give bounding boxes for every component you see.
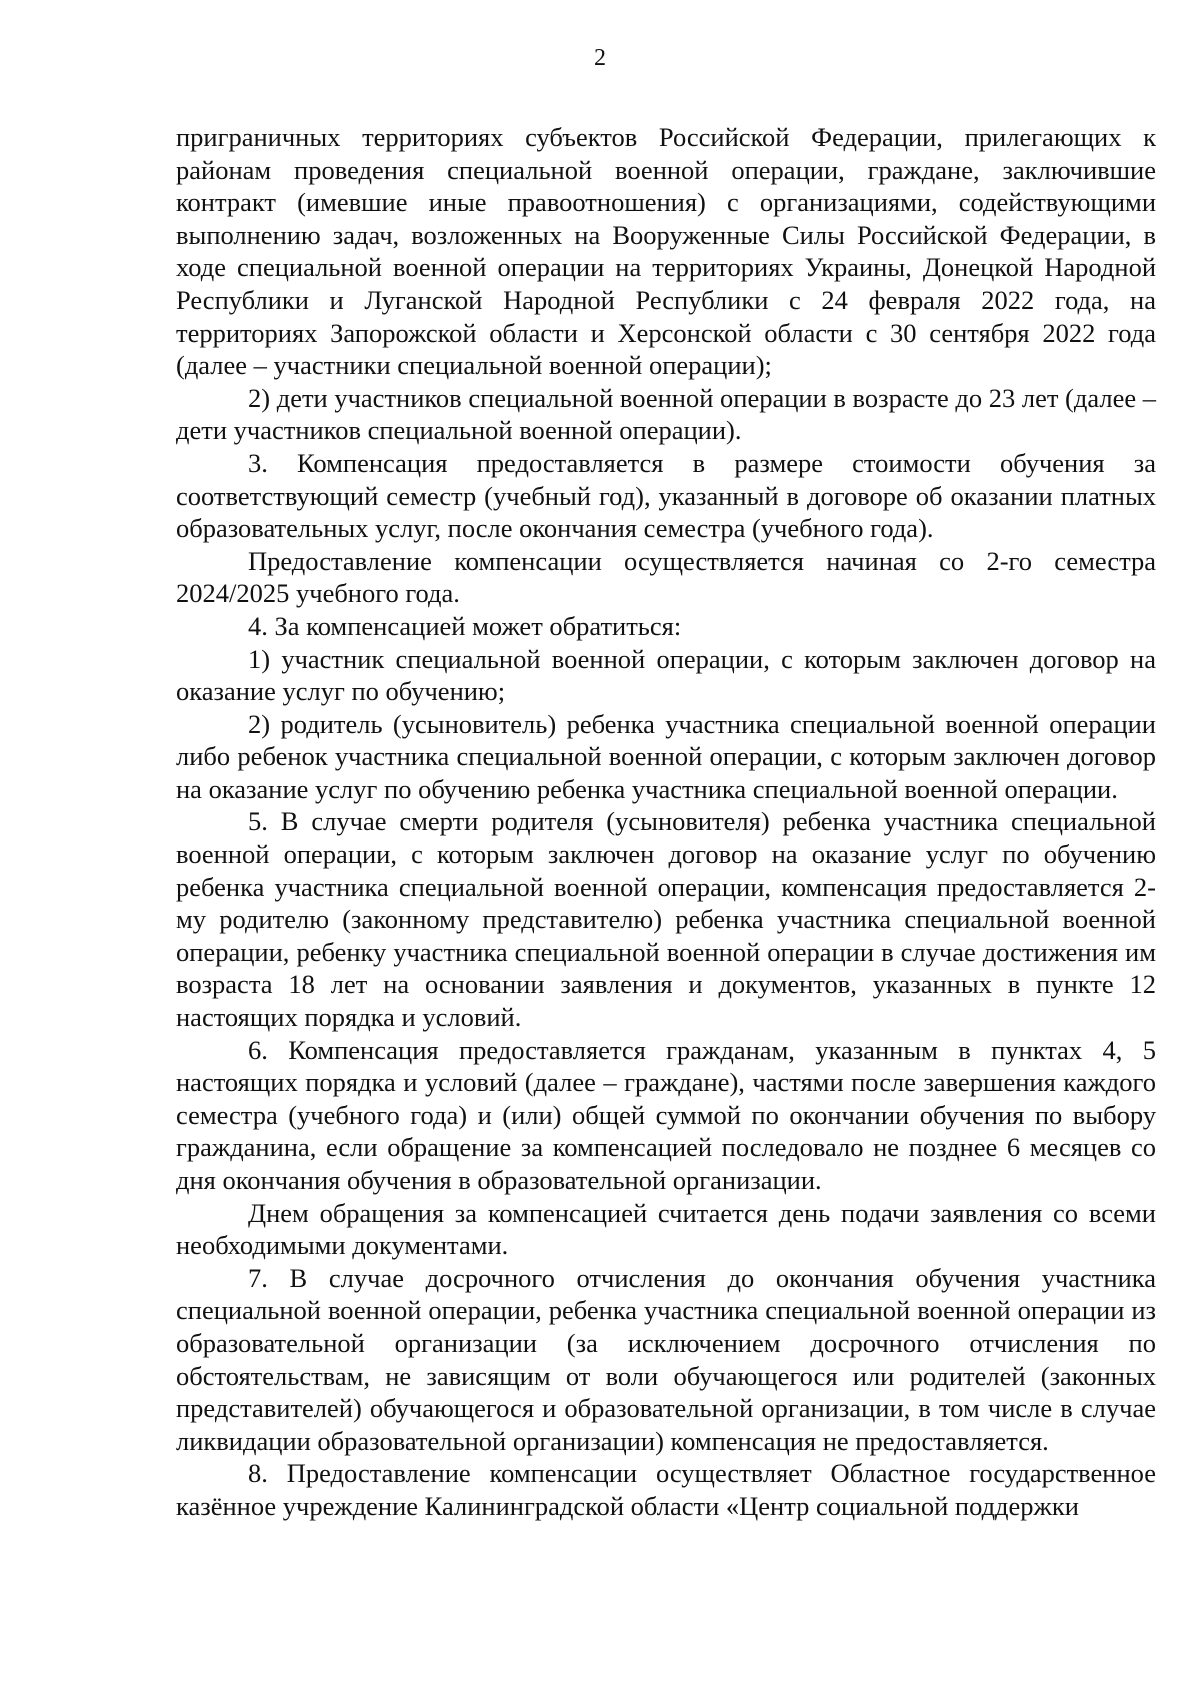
paragraph-clause-4-item-1: 1) участник специальной военной операции, с которым заключен договор на оказание услуг по обучению; bbox=[176, 643, 1156, 707]
paragraph-clause-3: 3. Компенсация предоставляется в размере стоимости обучения за соответствующий семестр (учебный год), указанный в договоре об оказании платных образовательных услуг, после окончания семестра (учебного года). bbox=[176, 447, 1156, 544]
paragraph-clause-4-item-2: 2) родитель (усыновитель) ребенка участника специальной военной операции либо ребенок участника специальной военной операции, с которым заключен договор на оказание услуг по обучению ребенка участника специальной военной операции. bbox=[176, 708, 1156, 804]
paragraph-clause-5: 5. В случае смерти родителя (усыновителя) ребенка участника специальной военной операции, с которым заключен договор на оказание услуг по обучению ребенка участника специальной военной операции, компенсация предоставляется 2-му родителю (законному представителю) ребенка участника специальной военной операции, ребенку участника специальной военной операции в случае достижения им возраста 18 лет на основании заявления и документов, указанных в пункте 12 настоящих порядка и условий. bbox=[176, 806, 1156, 1033]
paragraph-clause-8: 8. Предоставление компенсации осуществляет Областное государственное казённое учреждение Калининградской области «Центр социальной поддержки bbox=[176, 1458, 1156, 1521]
document-body bbox=[176, 121, 1156, 1523]
paragraph-clause-7: 7. В случае досрочного отчисления до окончания обучения участника специальной военной операции, ребенка участника специальной военной операции из образовательной организации (за исключением досрочного отчисления по обстоятельствам, не зависящим от воли обучающегося или родителей (законных представителей) обучающегося и образовательной организации, в том числе в случае ликвидации образовательной организации) компенсация не предоставляется. bbox=[176, 1262, 1156, 1456]
page-number: 2 bbox=[594, 45, 606, 71]
paragraph-clause-6: 6. Компенсация предоставляется гражданам, указанным в пунктах 4, 5 настоящих порядка и условий (далее – граждане), частями после завершения каждого семестра (учебного года) и (или) общей суммой по окончании обучения по выбору гражданина, если обращение за компенсацией последовало не позднее 6 месяцев со дня окончания обучения в образовательной организации. bbox=[176, 1034, 1156, 1195]
paragraph-item-2-children: 2) дети участников специальной военной операции в возрасте до 23 лет (далее – дети участников специальной военной операции). bbox=[176, 382, 1156, 446]
paragraph-clause-6-application-day: Днем обращения за компенсацией считается день подачи заявления со всеми необходимыми документами. bbox=[176, 1197, 1156, 1261]
paragraph-clause-3-start: Предоставление компенсации осуществляется начиная со 2-го семестра 2024/2025 учебного года. bbox=[176, 545, 1156, 609]
paragraph-continuation: приграничных территориях субъектов Российской Федерации, прилегающих к районам проведения специальной военной операции, граждане, заключившие контракт (имевшие иные правоотношения) с организациями, содействующими выполнению задач, возложенных на Вооруженные Силы Российской Федерации, в ходе специальной военной операции на территориях Украины, Донецкой Народной Республики и Луганской Народной Республики с 24 февраля 2022 года, на территориях Запорожской области и Херсонской области с 30 сентября 2022 года (далее – участники специальной военной операции); bbox=[176, 122, 1156, 381]
paragraph-clause-4: 4. За компенсацией может обратиться: bbox=[248, 610, 682, 641]
